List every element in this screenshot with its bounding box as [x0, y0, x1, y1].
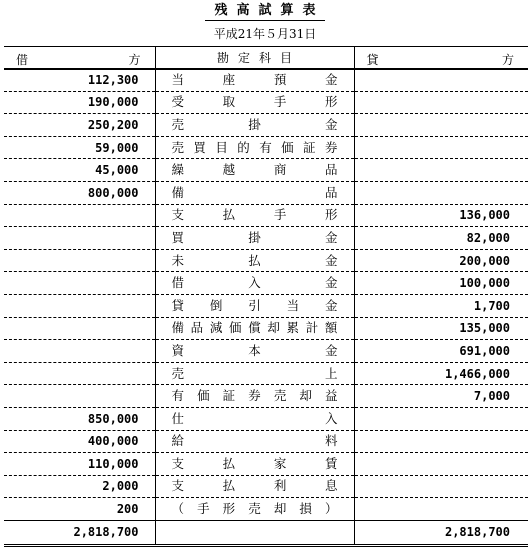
credit-amount: 1,700 [354, 294, 528, 317]
credit-amount [354, 181, 528, 204]
account-cell [155, 249, 354, 272]
credit-amount [354, 407, 528, 430]
account-name: 備 品 減 価 償 却 累 計 額 [171, 320, 338, 336]
credit-amount [354, 498, 528, 521]
account-name: 繰 越 商 品 [171, 162, 338, 178]
table-row [4, 159, 528, 182]
table-row [4, 430, 528, 453]
account-name: 借 入 金 [171, 275, 338, 291]
credit-amount: 82,000 [354, 227, 528, 250]
account-name: 未 払 金 [171, 252, 338, 268]
document-title: 残高試算表 [0, 3, 530, 21]
debit-amount [4, 340, 155, 363]
table-row [4, 498, 528, 521]
document-date: 平成21年５月31日 [213, 27, 317, 41]
account-header: 勘定科目 [155, 47, 354, 69]
credit-amount: 691,000 [354, 340, 528, 363]
account-cell [155, 340, 354, 363]
credit-amount: 200,000 [354, 249, 528, 272]
table-row [4, 249, 528, 272]
debit-amount: 400,000 [4, 430, 155, 453]
credit-header: 貸 方 [354, 47, 528, 69]
account-name: 受 取 手 形 [171, 94, 338, 110]
credit-amount [354, 475, 528, 498]
debit-amount: 59,000 [4, 136, 155, 159]
debit-amount [4, 385, 155, 408]
credit-amount: 7,000 [354, 385, 528, 408]
account-name: 資 本 金 [171, 342, 338, 358]
account-name: （ 手 形 売 却 損 ） [171, 501, 338, 517]
account-cell [155, 498, 354, 521]
account-name: 売 上 [171, 365, 338, 381]
table-row [4, 227, 528, 250]
account-cell [155, 317, 354, 340]
debit-amount: 200 [4, 498, 155, 521]
table-body [4, 69, 528, 521]
account-cell [155, 114, 354, 137]
credit-amount [354, 159, 528, 182]
table-row [4, 362, 528, 385]
account-name: 支 払 家 賃 [171, 455, 338, 471]
account-name: 買 掛 金 [171, 229, 338, 245]
table-row [4, 114, 528, 137]
debit-amount: 2,000 [4, 475, 155, 498]
credit-total: 2,818,700 [354, 520, 528, 545]
credit-amount [354, 136, 528, 159]
credit-amount [354, 430, 528, 453]
account-name: 給 料 [171, 433, 338, 449]
account-cell [155, 227, 354, 250]
account-cell [155, 181, 354, 204]
credit-amount: 100,000 [354, 272, 528, 295]
account-cell [155, 69, 354, 92]
debit-amount [4, 317, 155, 340]
debit-amount: 112,300 [4, 69, 155, 92]
account-name: 仕 入 [171, 410, 338, 426]
account-cell [155, 475, 354, 498]
debit-amount: 45,000 [4, 159, 155, 182]
table-row [4, 340, 528, 363]
trial-balance-table [4, 46, 528, 547]
account-name: 備 品 [171, 184, 338, 200]
account-cell [155, 204, 354, 227]
debit-amount: 190,000 [4, 91, 155, 114]
debit-amount [4, 294, 155, 317]
table-row [4, 385, 528, 408]
table-row [4, 181, 528, 204]
account-cell [155, 430, 354, 453]
debit-amount: 800,000 [4, 181, 155, 204]
table-row [4, 407, 528, 430]
account-cell [155, 272, 354, 295]
table-row [4, 204, 528, 227]
table-row [4, 453, 528, 476]
table-row [4, 317, 528, 340]
totals-row [4, 520, 528, 545]
account-cell [155, 294, 354, 317]
account-name: 支 払 利 息 [171, 478, 338, 494]
credit-amount: 1,466,000 [354, 362, 528, 385]
table-row [4, 475, 528, 498]
account-name: 支 払 手 形 [171, 207, 338, 223]
debit-header: 借 方 [4, 47, 155, 69]
account-name: 売 買 目 的 有 価 証 券 [171, 139, 338, 155]
table-row [4, 272, 528, 295]
table-row [4, 294, 528, 317]
account-cell [155, 453, 354, 476]
account-cell [155, 159, 354, 182]
debit-amount [4, 227, 155, 250]
debit-amount: 850,000 [4, 407, 155, 430]
account-name: 貸 倒 引 当 金 [171, 297, 338, 313]
credit-amount [354, 453, 528, 476]
debit-amount: 250,200 [4, 114, 155, 137]
account-cell [155, 385, 354, 408]
debit-amount: 110,000 [4, 453, 155, 476]
account-cell [155, 136, 354, 159]
credit-amount [354, 114, 528, 137]
table-row [4, 91, 528, 114]
credit-amount: 135,000 [354, 317, 528, 340]
debit-amount [4, 362, 155, 385]
debit-amount [4, 204, 155, 227]
header-row [4, 47, 528, 69]
table-row [4, 69, 528, 92]
account-name: 有 価 証 券 売 却 益 [171, 388, 338, 404]
account-name: 売 掛 金 [171, 116, 338, 132]
account-cell [155, 407, 354, 430]
debit-amount [4, 249, 155, 272]
credit-amount: 136,000 [354, 204, 528, 227]
account-cell [155, 91, 354, 114]
account-cell [155, 362, 354, 385]
totals-account-cell [155, 520, 354, 545]
account-name: 当 座 預 金 [171, 72, 338, 88]
credit-amount [354, 69, 528, 92]
debit-total: 2,818,700 [4, 520, 155, 545]
credit-amount [354, 91, 528, 114]
table-row [4, 136, 528, 159]
debit-amount [4, 272, 155, 295]
